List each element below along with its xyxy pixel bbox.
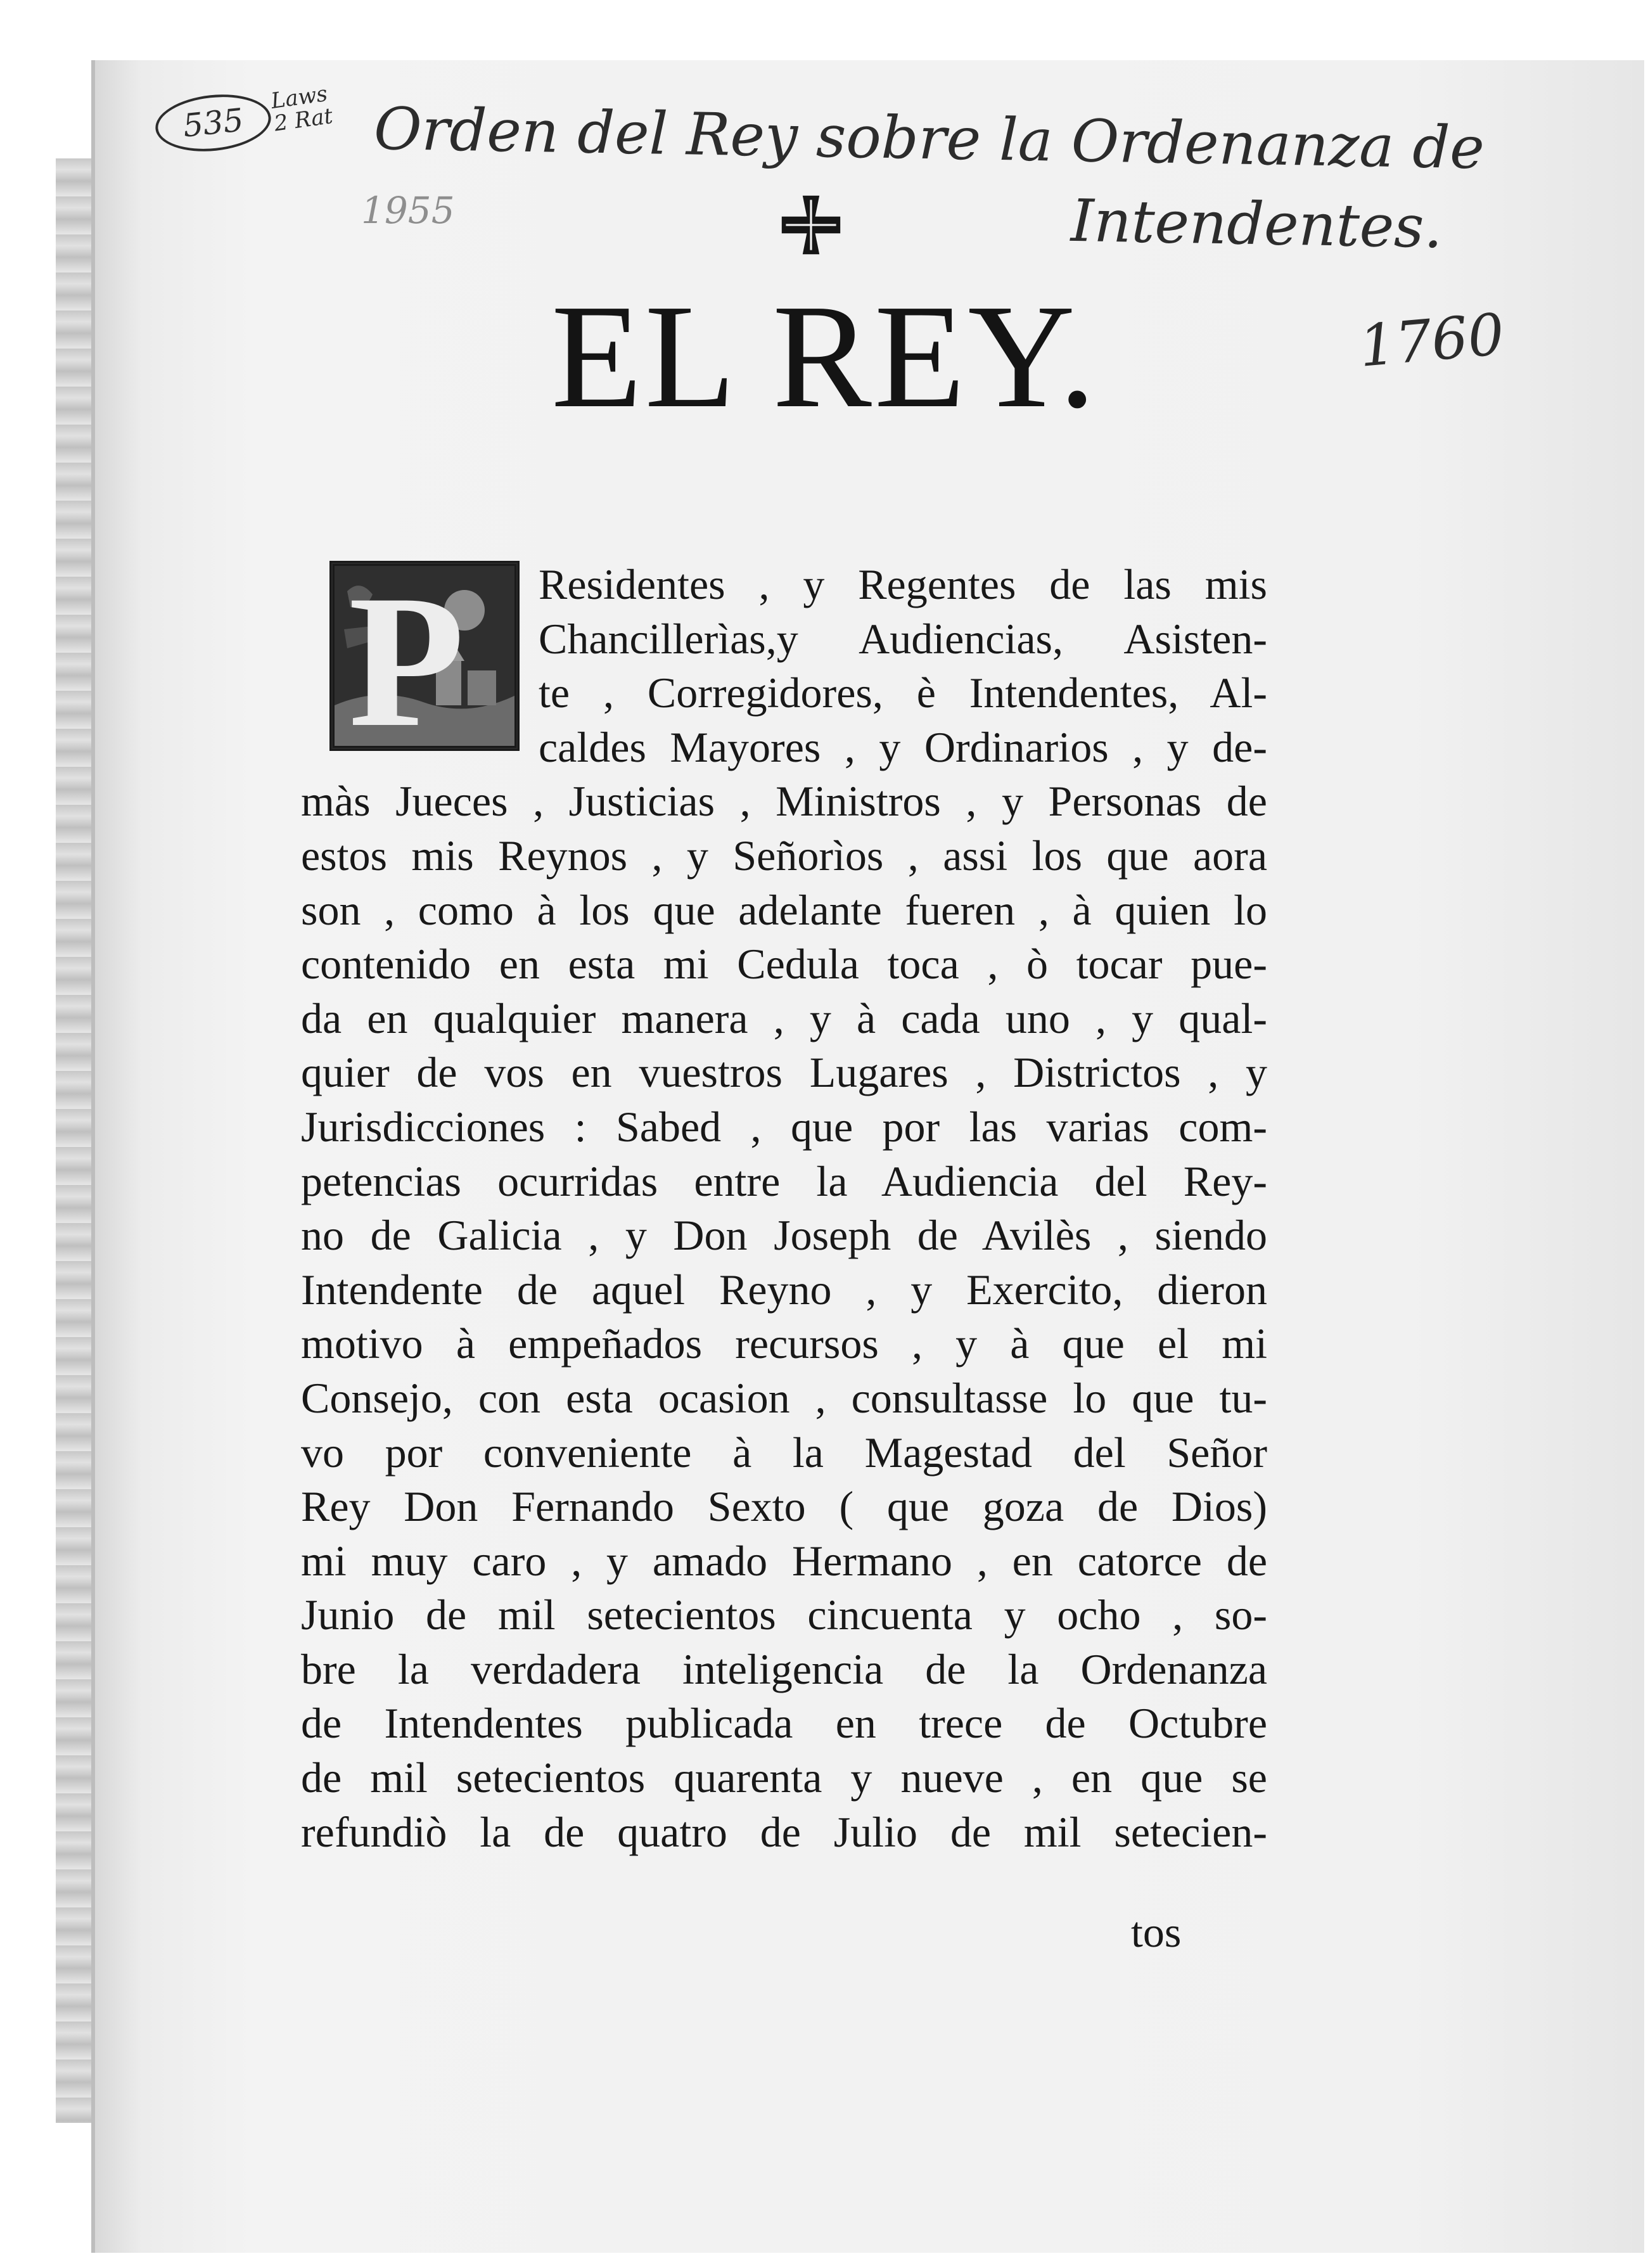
handwritten-title-line-2: Intendentes. <box>1070 186 1443 262</box>
body-line: son , como à los que adelante fueren , à quien lo <box>301 885 1267 934</box>
shelf-mark: 1955 <box>361 189 455 232</box>
body-line: Consejo, con esta ocasion , consultasse lo que tu- <box>301 1373 1267 1422</box>
body-text <box>301 558 1267 1859</box>
body-line: Chancillerìas,y Audiencias, Asisten- <box>539 614 1267 663</box>
body-line: petencias ocurridas entre la Audiencia del Rey- <box>301 1156 1267 1205</box>
body-line: bre la verdadera inteligencia de la Ordenanza <box>301 1644 1267 1693</box>
body-line: Residentes , y Regentes de las mis <box>539 560 1267 608</box>
cross-ornament-icon <box>776 190 846 260</box>
drop-cap-letter: P <box>348 561 465 751</box>
body-line: Intendente de aquel Reyno , y Exercito, dieron <box>301 1265 1267 1314</box>
body-line: Jurisdicciones : Sabed , que por las varias com- <box>301 1102 1267 1151</box>
body-line: quier de vos en vuestros Lugares , Districtos , y <box>301 1048 1267 1097</box>
body-line: Junio de mil setecientos cincuenta y ocho , so- <box>301 1591 1267 1639</box>
body-line: da en qualquier manera , y à cada uno , y qual- <box>301 994 1267 1042</box>
body-line: estos mis Reynos , y Señorìos , assi los que aora <box>301 831 1267 880</box>
body-line: refundiò la de quatro de Julio de mil setecien- <box>301 1807 1267 1856</box>
body-line: de mil setecientos quarenta y nueve , en que se <box>301 1753 1267 1802</box>
body-line: Rey Don Fernando Sexto ( que goza de Dios) <box>301 1482 1267 1531</box>
body-line: màs Jueces , Justicias , Ministros , y Personas de <box>301 777 1267 826</box>
body-line: caldes Mayores , y Ordinarios , y de- <box>539 722 1267 771</box>
catalog-side-note: Laws 2 Rat <box>269 80 335 137</box>
drop-cap-woodcut <box>329 561 520 751</box>
binding-edge <box>56 158 100 2123</box>
catchword: tos <box>1131 1908 1182 1956</box>
body-line: no de Galicia , y Don Joseph de Avilès , siendo <box>301 1211 1267 1260</box>
body-line: motivo à empeñados recursos , y à que el mi <box>301 1319 1267 1368</box>
body-line: vo por conveniente à la Magestad del Señor <box>301 1428 1267 1477</box>
document-heading: EL REY. <box>551 274 1099 439</box>
handwritten-title-line-1: Orden del Rey sobre la Ordenanza de <box>373 94 1485 183</box>
handwritten-date: 1760 <box>1356 301 1507 380</box>
catalog-number: 535 <box>181 101 245 144</box>
body-line: de Intendentes publicada en trece de Octubre <box>301 1699 1267 1748</box>
body-line: te , Corregidores, è Intendentes, Al- <box>539 669 1267 717</box>
body-line: contenido en esta mi Cedula toca , ò tocar pue- <box>301 940 1267 989</box>
body-line: mi muy caro , y amado Hermano , en catorce de <box>301 1536 1267 1585</box>
